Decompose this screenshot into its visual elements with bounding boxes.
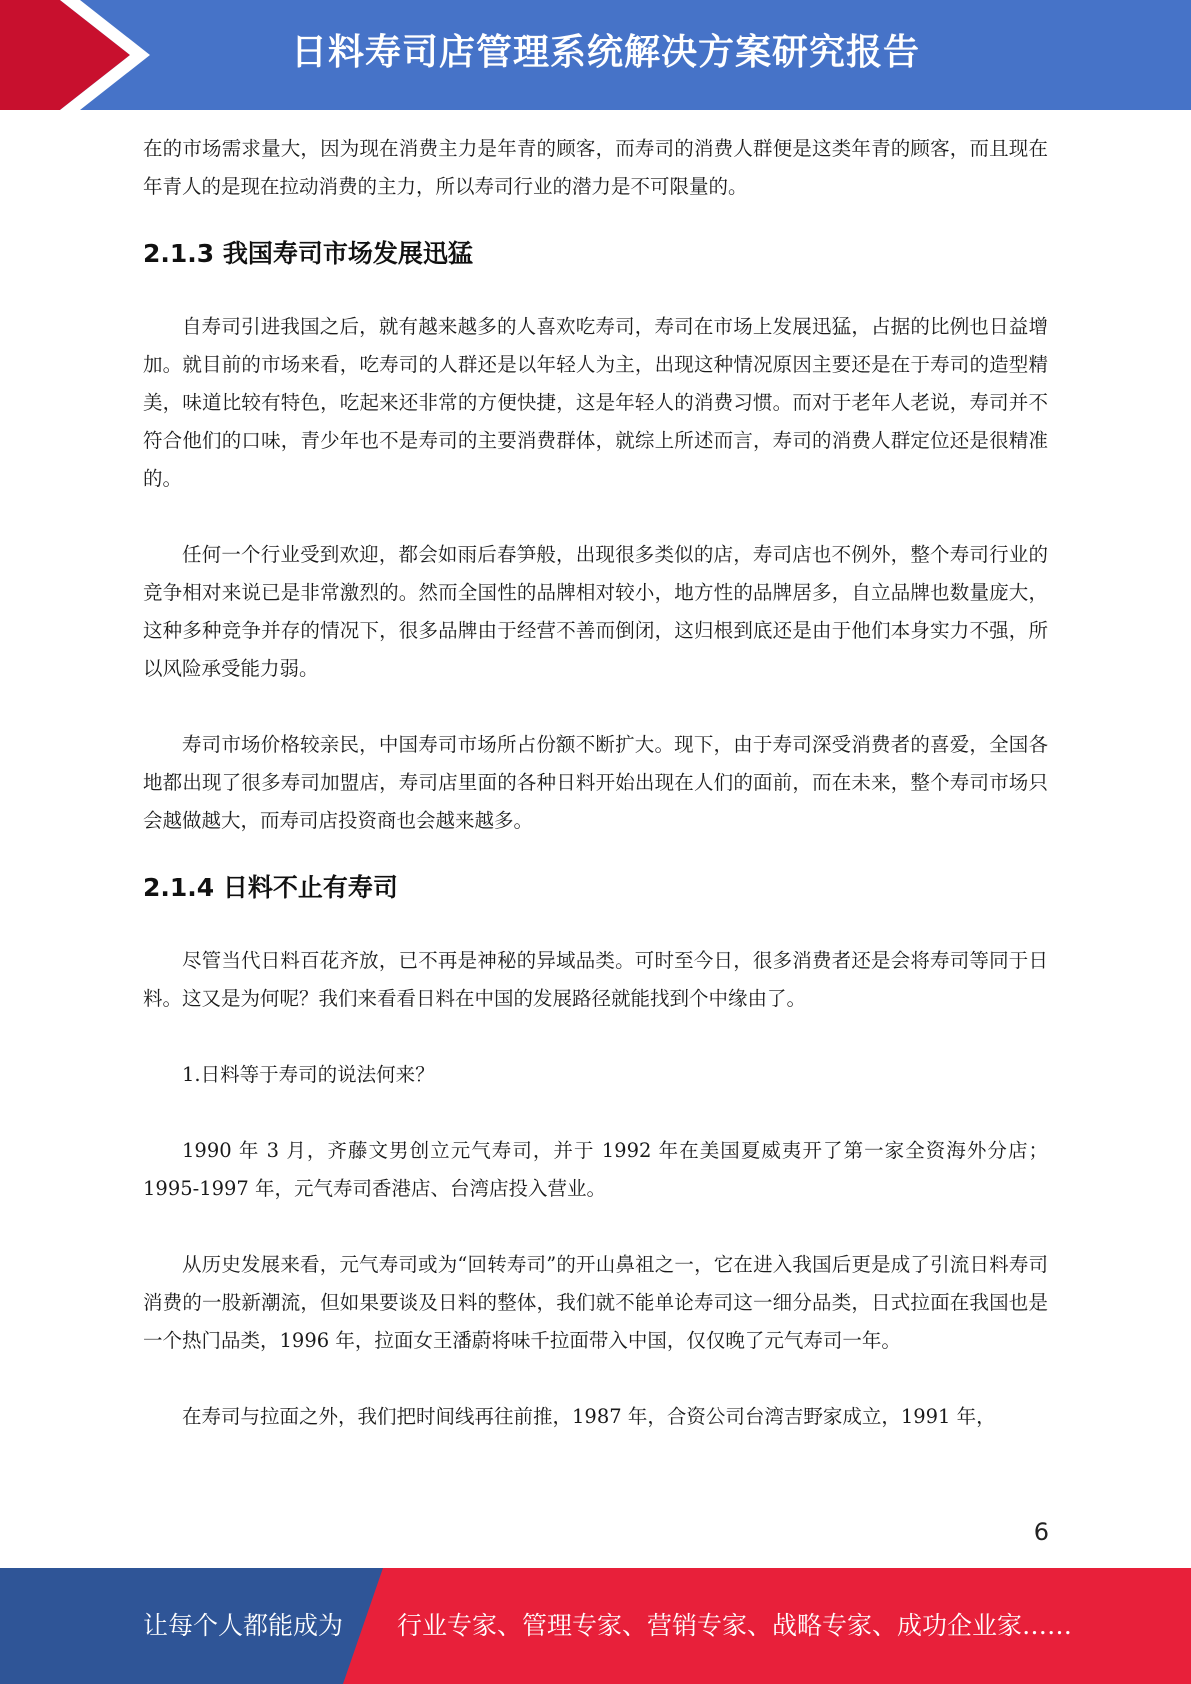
paragraph-historical-development: 从历史发展来看，元气寿司或为“回转寿司”的开山鼻祖之一，它在进入我国后更是成了引流日料寿司消费的一股新潮流，但如果要谈及日料的整体，我们就不能单论寿司这一细分品类，日式拉面在我国也是一个热门品类，1996 年，拉面女王潘蔚将味千拉面带入中国，仅仅晚了元气寿司一年。 [143,1253,1048,1352]
paragraph-pricing: 寿司市场价格较亲民，中国寿司市场所占份额不断扩大。现下，由于寿司深受消费者的喜爱，全国各地都出现了很多寿司加盟店，寿司店里面的各种日料开始出现在人们的面前，而在未来，整个寿司市场只会越做越大，而寿司店投资商也会越来越多。 [143,733,1048,832]
page-header [0,0,1191,110]
page-footer [0,1568,1191,1684]
section-heading-2-1-3: 2.1.3 我国寿司市场发展迅猛 [143,239,473,268]
page-title: 日料寿司店管理系统解决方案研究报告 [290,32,920,73]
paragraph-competition: 任何一个行业受到欢迎，都会如雨后春笋般，出现很多类似的店，寿司店也不例外，整个寿司行业的竞争相对来说已是非常激烈的。然而全国性的品牌相对较小，地方性的品牌居多，自立品牌也数量庞大，这种多种竞争并存的情况下，很多品牌由于经营不善而倒闭，这归根到底还是由于他们本身实力不强，所以风险承受能力弱。 [143,543,1048,680]
list-item-question: 1.日料等于寿司的说法何来？ [182,1063,435,1086]
page-number: 6 [1033,1518,1049,1546]
paragraph-japanese-cuisine-intro: 尽管当代日料百花齐放，已不再是神秘的异域品类。可时至今日，很多消费者还是会将寿司等同于日料。这又是为何呢？我们来看看日料在中国的发展路径就能找到个中缘由了。 [143,949,1048,1010]
footer-slogan-right: 行业专家、管理专家、营销专家、战略专家、成功企业家…… [397,1611,1073,1640]
document-body [143,130,1048,1436]
paragraph-market-demand: 在的市场需求量大，因为现在消费主力是年青的顾客，而寿司的消费人群便是这类年青的顾客，而且现在年青人的是现在拉动消费的主力，所以寿司行业的潜力是不可限量的。 [143,137,1048,198]
paragraph-genki-sushi-history: 1990 年 3 月，齐藤文男创立元气寿司，并于 1992 年在美国夏威夷开了第一家全资海外分店；1995-1997 年，元气寿司香港店、台湾店投入营业。 [143,1139,1048,1200]
paragraph-timeline: 在寿司与拉面之外，我们把时间线再往前推，1987 年，合资公司台湾吉野家成立，1991 年， [182,1405,996,1428]
paragraph-market-growth: 自寿司引进我国之后，就有越来越多的人喜欢吃寿司，寿司在市场上发展迅猛，占据的比例也日益增加。就目前的市场来看，吃寿司的人群还是以年轻人为主，出现这种情况原因主要还是在于寿司的造型精美，味道比较有特色，吃起来还非常的方便快捷，这是年轻人的消费习惯。而对于老年人老说，寿司并不符合他们的口味，青少年也不是寿司的主要消费群体，就综上所述而言，寿司的消费人群定位还是很精准的。 [143,315,1048,490]
footer-slogan-left: 让每个人都能成为 [143,1611,344,1640]
section-heading-2-1-4: 2.1.4 日料不止有寿司 [143,873,398,902]
